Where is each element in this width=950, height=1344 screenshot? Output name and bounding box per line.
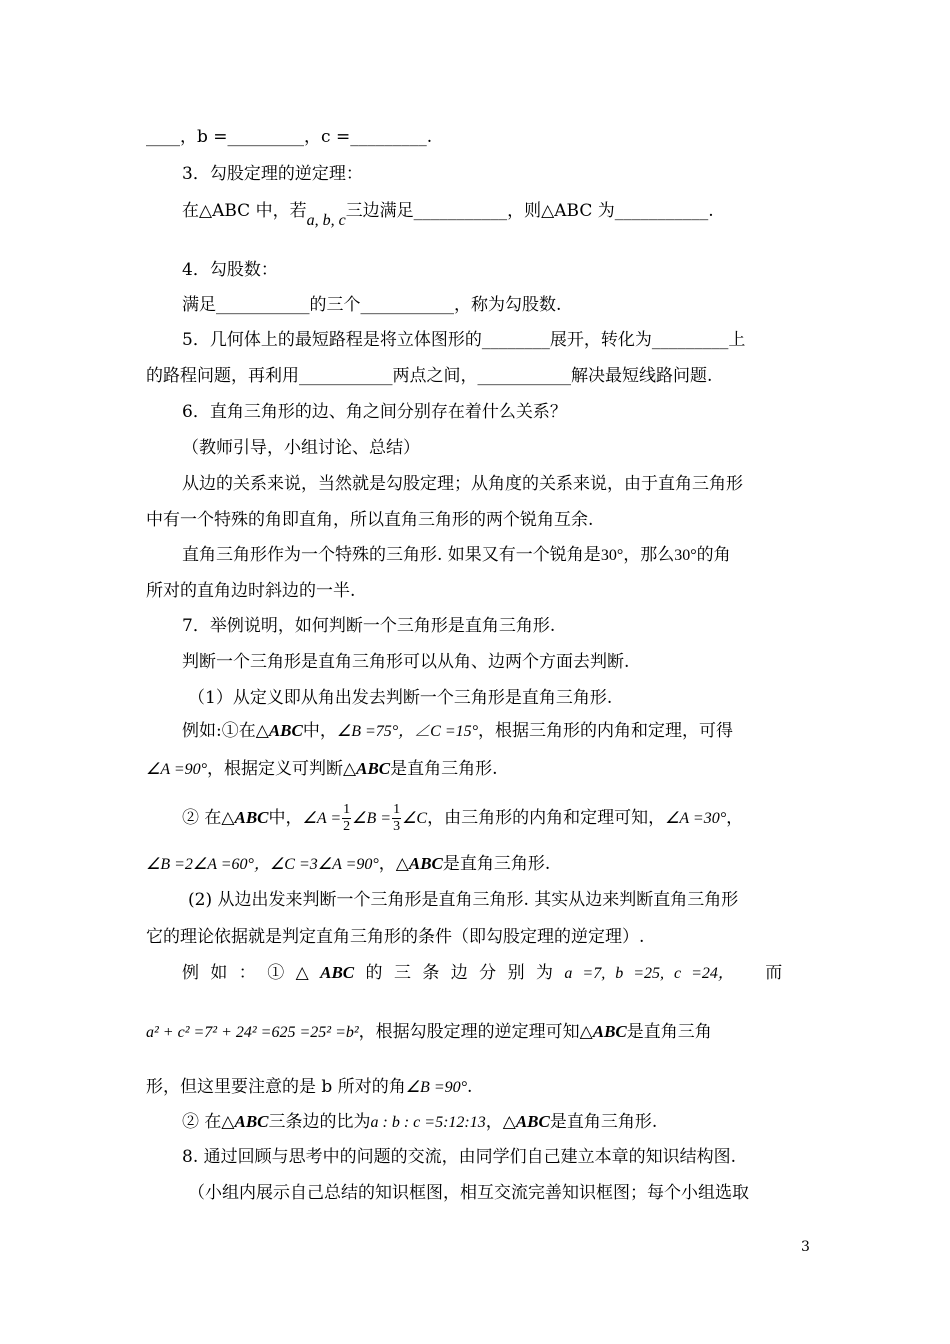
- page-number: 3: [801, 1239, 810, 1255]
- text-line: （小组内展示自己总结的知识框图，相互交流完善知识框图；每个小组选取: [188, 1183, 749, 1203]
- fraction: $\frac{1}{3}$: [393, 802, 401, 834]
- text-line: 形，但这里要注意的是 b 所对的角∠B =90°.: [146, 1077, 473, 1097]
- text-line: a² + c² =7² + 24² =625 =25² =b²，根据勾股定理的逆定理可知△ABC是直角三角: [146, 1022, 712, 1042]
- text-line: 5．几何体上的最短路程是将立体图形的________展开，转化为_________上: [182, 330, 746, 350]
- text-line: 从边的关系来说，当然就是勾股定理；从角度的关系来说，由于直角三角形: [182, 474, 743, 494]
- text-line: 例 如 ： ① △ ABC 的 三 条 边 分 别 为 a =7, b =25, c =24， 而: [182, 963, 783, 983]
- text-line: 6．直角三角形的边、角之间分别存在着什么关系？: [182, 402, 567, 422]
- text-line: （1）从定义即从角出发去判断一个三角形是直角三角形.: [188, 688, 613, 708]
- text-line: 在△ABC 中，若a, b, c三边满足___________，则△ABC 为___________.: [182, 201, 714, 229]
- text-line: 7．举例说明，如何判断一个三角形是直角三角形.: [182, 616, 556, 636]
- text-line: 8. 通过回顾与思考中的问题的交流，由同学们自己建立本章的知识结构图.: [182, 1147, 737, 1167]
- text-line: 4．勾股数：: [182, 260, 278, 280]
- text-line: 判断一个三角形是直角三角形可以从角、边两个方面去判断.: [182, 652, 630, 672]
- text-line: 3．勾股定理的逆定理：: [182, 164, 363, 184]
- text-line: 直角三角形作为一个特殊的三角形. 如果又有一个锐角是30°，那么30°的角: [182, 545, 731, 565]
- fraction: $\frac{1}{2}$: [343, 802, 351, 834]
- text-line: ∠A =90°，根据定义可判断△ABC是直角三角形.: [146, 759, 498, 779]
- text-line: 所对的直角边时斜边的一半.: [146, 581, 356, 601]
- text-line: 的路程问题，再利用___________两点之间，___________解决最短线路问题.: [146, 366, 713, 386]
- text-line: ____，b =_________，c =_________.: [146, 127, 433, 147]
- text-line: 满足___________的三个___________，称为勾股数.: [182, 295, 562, 315]
- text-line: 中有一个特殊的角即直角，所以直角三角形的两个锐角互余.: [146, 510, 594, 530]
- text-line: ∠B =2∠A =60°，∠C =3∠A =90°，△ABC是直角三角形.: [146, 854, 551, 874]
- text-line: 它的理论依据就是判定直角三角形的条件（即勾股定理的逆定理）.: [146, 927, 645, 947]
- text-line: 例如:①在△ABC中，∠B =75°，∠C =15°，根据三角形的内角和定理，可得: [182, 721, 734, 741]
- text-line: ② 在△ABC中，∠A = $\frac{1}{2}$ ∠B = $\frac{1}{3}$ ∠C，由三角形的内角和定理可知，∠A =30°，: [182, 802, 744, 834]
- text-line: (2) 从边出发来判断一个三角形是直角三角形. 其实从边来判断直角三角形: [188, 890, 739, 910]
- text-line: ② 在△ABC三条边的比为a : b : c =5:12:13，△ABC是直角三角形.: [182, 1112, 658, 1132]
- text-line: （教师引导，小组讨论、总结）: [182, 438, 420, 458]
